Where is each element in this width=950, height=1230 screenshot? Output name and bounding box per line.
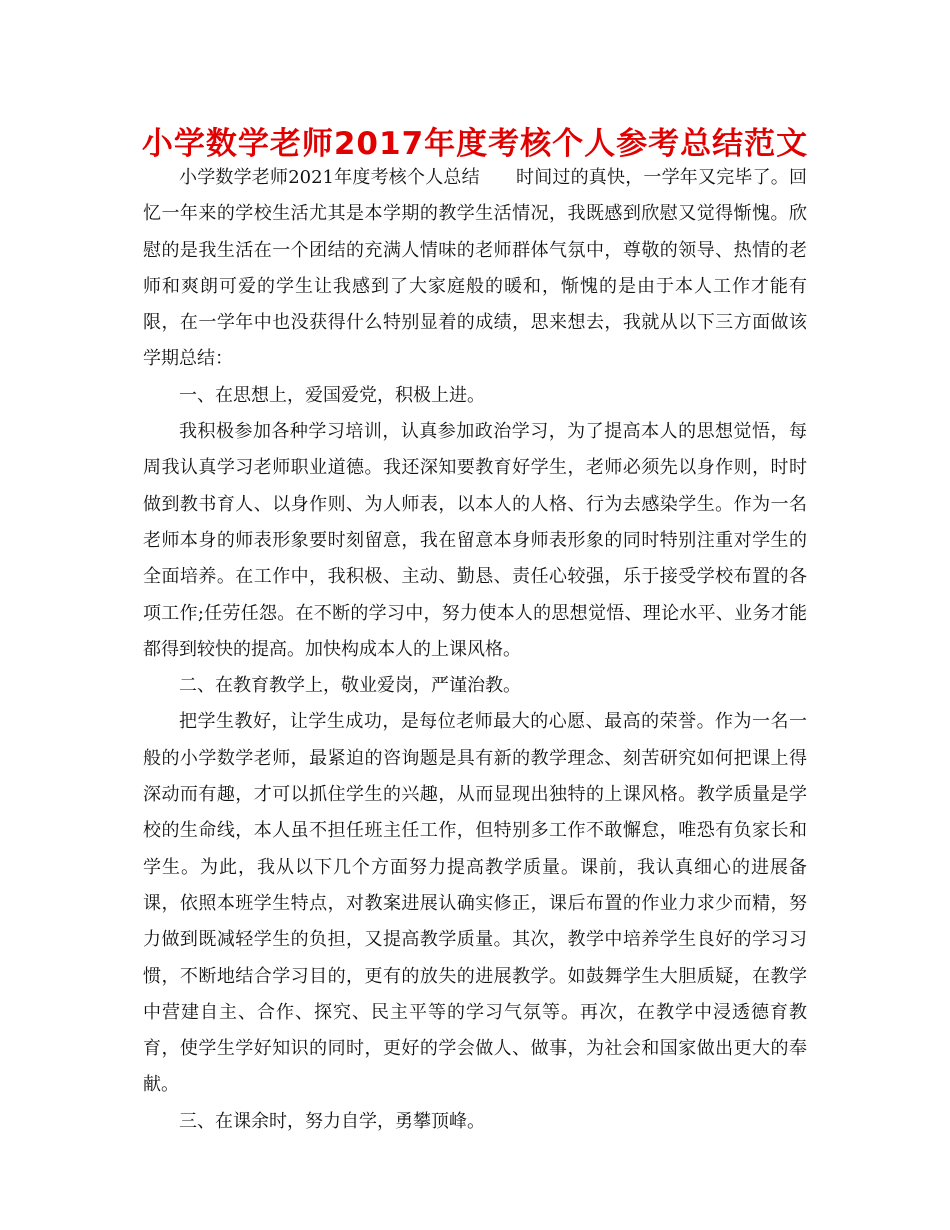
paragraph-intro [143,160,807,378]
intro-lead: 小学数学老师2021年度考核个人总结 [179,167,480,188]
paragraph-teaching: 把学生教好，让学生成功，是每位老师最大的心愿、最高的荣誉。作为一名一般的小学数学老师，最紧迫的咨询题是具有新的教学理念、刻苦研究如何把课上得深动而有趣，才可以抓住学生的兴趣，从而显现出独特的上课风格。教学质量是学校的生命线，本人虽不担任班主任工作，但特别多工作不敢懈怠，唯恐有负家长和学生。为此，我从以下几个方面努力提高教学质量。课前，我认真细心的进展备课，依照本班学生特点，对教案进展认确实修正，课后布置的作业力求少而精，努力做到既减轻学生的负担，又提高教学质量。其次，教学中培养学生良好的学习习惯，不断地结合学习目的，更有的放失的进展教学。如鼓舞学生大胆质疑，在教学中营建自主、合作、探究、民主平等的学习气氛等。再次，在教学中浸透德育教育，使学生学好知识的同时，更好的学会做人、做事，为社会和国家做出更大的奉献。 [143,711,807,1096]
paragraph-thought: 我积极参加各种学习培训，认真参加政治学习，为了提高本人的思想觉悟，每周我认真学习老师职业道德。我还深知要教育好学生，老师必须先以身作则，时时做到教书育人、以身作则、为人师表，以本人的人格、行为去感染学生。作为一名老师本身的师表形象要时刻留意，我在留意本身师表形象的同时特别注重对学生的全面培养。在工作中，我积极、主动、勤恳、责任心较强，乐于接受学校布置的各项工作;任劳任怨。在不断的学习中，努力使本人的思想觉悟、理论水平、业务才能都得到较快的提高。加快构成本人的上课风格。 [143,421,807,660]
document-body [143,160,807,1140]
section-heading-2: 二、在教育教学上，敬业爱岗，严谨治教。 [179,675,521,697]
section-heading-3: 三、在课余时，努力自学，勇攀顶峰。 [179,1110,485,1132]
document-title: 小学数学老师2017年度考核个人参考总结范文 [141,126,809,162]
intro-text: 时间过的真快，一学年又完毕了。回忆一年来的学校生活尤其是本学期的教学生活情况，我既感到欣慰又觉得惭愧。欣慰的是我生活在一个团结的充满人情味的老师群体气氛中，尊敬的领导、热情的老师和爽朗可爱的学生让我感到了大家庭般的暖和，惭愧的是由于本人工作才能有限，在一学年中也没获得什么特别显着的成绩，思来想去，我就从以下三方面做该学期总结： [143,167,808,370]
section-heading-1: 一、在思想上，爱国爱党，积极上进。 [179,384,485,406]
